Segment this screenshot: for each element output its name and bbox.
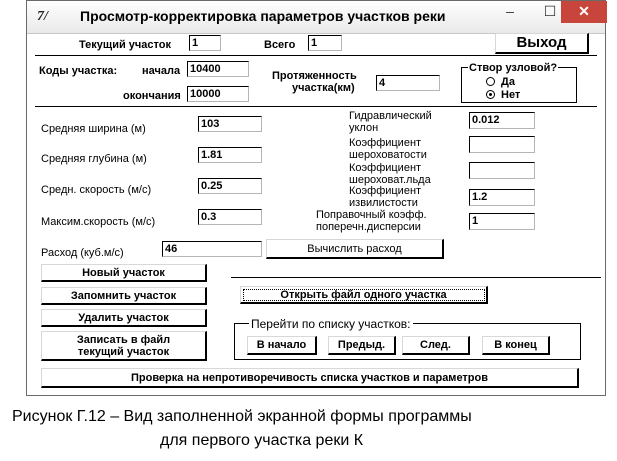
figure-caption-line-1: Рисунок Г.12 – Вид заполненной экранной формы программы: [12, 408, 472, 425]
next-button[interactable]: След.: [402, 336, 470, 355]
current-section-label: Текущий участок: [79, 39, 171, 51]
start-code-label: начала: [142, 65, 181, 77]
codes-divider: [35, 106, 597, 107]
exit-button[interactable]: Выход: [495, 33, 589, 54]
dispersion-field[interactable]: 1: [469, 213, 535, 230]
flow-label: Расход (куб.м/с): [41, 247, 124, 259]
close-button[interactable]: ✕: [561, 1, 607, 23]
title-bar: [27, 1, 605, 34]
roughness-label-2: шероховатости: [349, 149, 427, 161]
nodal-yes-label: Да: [501, 76, 515, 88]
depth-label: Средняя глубина (м): [41, 153, 147, 165]
ice-roughness-label-2: шероховат.льда: [349, 174, 431, 186]
current-section-field[interactable]: 1: [189, 35, 221, 51]
write-file-button[interactable]: [41, 331, 207, 361]
width-label: Средняя ширина (м): [41, 123, 146, 135]
end-code-label: окончания: [123, 90, 181, 102]
length-field[interactable]: 4: [376, 75, 440, 91]
figure-caption-line-2: для первого участка реки К: [160, 432, 364, 449]
width-field[interactable]: 103: [198, 116, 262, 132]
roughness-label-1: Коэффициент: [349, 137, 422, 149]
delete-section-button[interactable]: Удалить участок: [41, 309, 207, 327]
codes-label: Коды участка:: [39, 65, 118, 77]
slope-field[interactable]: 0.012: [469, 112, 535, 129]
new-section-button[interactable]: Новый участок: [41, 264, 207, 282]
start-code-field[interactable]: 10400: [187, 61, 249, 77]
avg-speed-field[interactable]: 0.25: [198, 178, 262, 194]
nodal-no-label: Нет: [501, 89, 521, 101]
window-title: Просмотр-корректировка параметров участков реки: [80, 8, 446, 24]
open-file-button[interactable]: Открыть файл одного участка: [240, 286, 488, 304]
remember-section-button[interactable]: Запомнить участок: [41, 287, 207, 305]
slope-label-1: Гидравлический: [349, 110, 432, 122]
first-button[interactable]: В начало: [247, 336, 317, 355]
last-button[interactable]: В конец: [482, 336, 550, 355]
total-label: Всего: [264, 39, 296, 51]
max-speed-field[interactable]: 0.3: [198, 209, 262, 225]
sinuosity-label-2: извилистости: [349, 197, 418, 209]
sinuosity-label-1: Коэффициент: [349, 185, 422, 197]
header-divider: [35, 55, 597, 56]
max-speed-label: Максим.скорость (м/с): [41, 216, 156, 228]
main-window: [26, 0, 606, 396]
total-field[interactable]: 1: [308, 35, 342, 51]
flow-field[interactable]: 46: [162, 241, 262, 257]
dispersion-label-1: Поправочный коэфф.: [316, 209, 427, 221]
sinuosity-field[interactable]: 1.2: [469, 189, 535, 206]
write-file-label-1: Записать в файл: [76, 333, 171, 346]
nodal-legend: Створ узловой?: [469, 62, 558, 74]
check-consistency-button[interactable]: Проверка на непротиворечивость списка участков и параметров: [41, 368, 579, 388]
prev-button[interactable]: Предыд.: [328, 336, 396, 355]
slope-label-2: уклон: [349, 122, 379, 134]
actions-divider: [231, 277, 601, 278]
navigate-legend: Перейти по списку участков:: [251, 317, 411, 331]
length-label-1: Протяженность: [272, 70, 357, 82]
dispersion-label-2: поперечн.дисперсии: [316, 221, 421, 233]
ice-roughness-label-1: Коэффициент: [349, 162, 422, 174]
roughness-field[interactable]: [469, 136, 535, 153]
nodal-no-radio[interactable]: [486, 90, 495, 99]
app-icon: 7/: [37, 9, 48, 24]
length-label-2: участка(км): [292, 82, 355, 94]
write-file-label-2: текущий участок: [77, 345, 170, 358]
compute-flow-button[interactable]: Вычислить расход: [266, 239, 444, 259]
ice-roughness-field[interactable]: [469, 162, 535, 179]
depth-field[interactable]: 1.81: [198, 147, 262, 163]
end-code-field[interactable]: 10000: [187, 86, 249, 102]
maximize-button[interactable]: ☐: [543, 3, 557, 19]
minimize-button[interactable]: –: [506, 3, 514, 19]
avg-speed-label: Средн. скорость (м/с): [41, 184, 152, 196]
nodal-yes-radio[interactable]: [486, 77, 495, 86]
